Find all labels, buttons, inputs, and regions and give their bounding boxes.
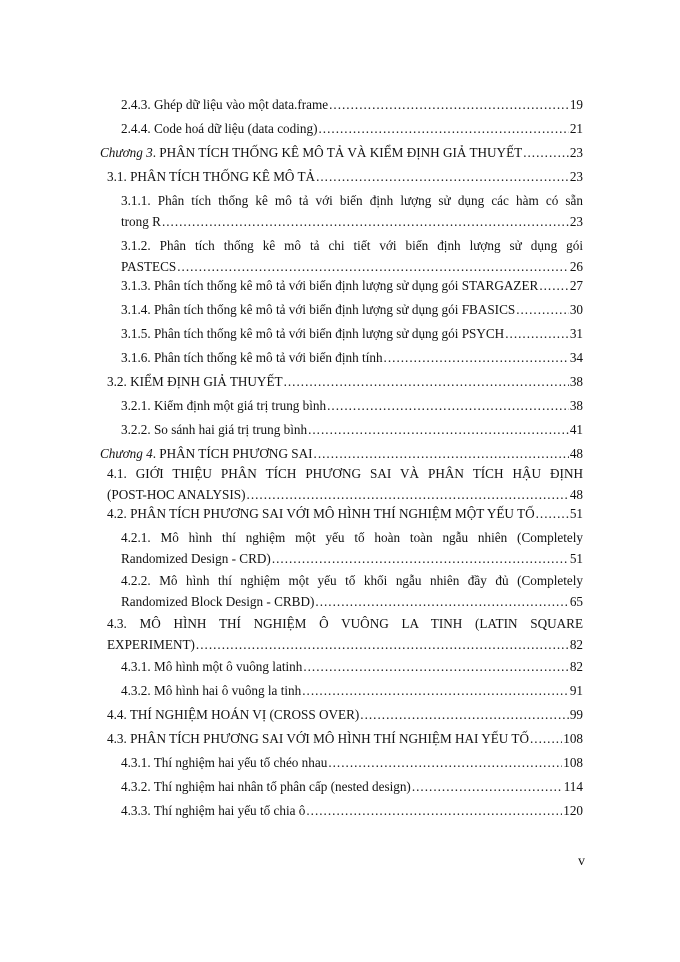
toc-entry-page: 108 — [563, 731, 583, 746]
toc-entry-title: 4.3.1. Thí nghiệm hai yếu tố chéo nhau — [121, 755, 328, 770]
toc-leader-dots — [505, 323, 569, 344]
toc-entry-title-line1: 3.1.1. Phân tích thống kê mô tả với biến định lượng sử dụng các hàm có sẵn — [121, 193, 583, 208]
toc-leader-dots — [319, 118, 569, 139]
toc-entry-title: 2.4.3. Ghép dữ liệu vào một data.frame — [121, 97, 329, 112]
toc-leader-dots — [302, 680, 569, 701]
toc-entry-page: 91 — [569, 683, 583, 698]
toc-leader-dots — [196, 634, 569, 655]
toc-entry[interactable] — [0, 166, 680, 187]
toc-entry-title: 3.2. KIỂM ĐỊNH GIẢ THUYẾT — [107, 374, 283, 389]
toc-entry-page: 30 — [569, 302, 583, 317]
toc-leader-dots — [272, 548, 569, 569]
toc-chapter-prefix: Chương 4 — [100, 446, 153, 461]
toc-leader-dots — [412, 776, 563, 797]
toc-entry[interactable] — [0, 419, 680, 440]
toc-entry-title: 4.2. PHÂN TÍCH PHƯƠNG SAI VỚI MÔ HÌNH THÍ NGHIỆM MỘT YẾU TỐ — [107, 506, 535, 521]
toc-entry-page: 38 — [569, 398, 583, 413]
toc-entry[interactable] — [0, 275, 680, 296]
toc-entry[interactable] — [0, 463, 680, 505]
toc-entry[interactable] — [0, 323, 680, 344]
toc-entry-page: 108 — [563, 755, 583, 770]
toc-entry-page: 41 — [569, 422, 583, 437]
toc-entry-title: Randomized Design - CRD) — [121, 551, 271, 566]
toc-entry-page: 34 — [569, 350, 583, 365]
toc-entry-page: 48 — [569, 446, 583, 461]
toc-entry-title: EXPERIMENT) — [107, 637, 195, 652]
toc-leader-dots — [530, 728, 562, 749]
toc-entry-title: PASTECS — [121, 259, 177, 274]
toc-entry[interactable] — [0, 656, 680, 677]
toc-entry[interactable] — [0, 728, 680, 749]
toc-entry-title-line1: 4.2.1. Mô hình thí nghiệm một yếu tố hoàn toàn ngẫu nhiên (Completely — [121, 530, 583, 545]
toc-entry-page: 27 — [569, 278, 583, 293]
toc-entry[interactable] — [0, 118, 680, 139]
toc-leader-dots — [162, 211, 569, 232]
toc-entry-title-line1: 4.2.2. Mô hình thí nghiệm một yếu tố khối ngẫu nhiên đầy đủ (Completely — [121, 573, 583, 588]
toc-entry-page: 19 — [569, 97, 583, 112]
toc-leader-dots — [314, 443, 569, 464]
toc-entry-page: 51 — [569, 551, 583, 566]
toc-entry[interactable] — [0, 800, 680, 821]
toc-leader-dots — [328, 752, 562, 773]
toc-entry-page: 51 — [569, 506, 583, 521]
toc-entry[interactable] — [0, 613, 680, 655]
toc-entry-title: 4.3.1. Mô hình một ô vuông latinh — [121, 659, 303, 674]
toc-entry[interactable] — [0, 503, 680, 524]
toc-leader-dots — [315, 591, 568, 612]
toc-entry[interactable] — [0, 371, 680, 392]
toc-leader-dots — [360, 704, 569, 725]
toc-leader-dots — [308, 419, 569, 440]
toc-entry-title-line1: 4.1. GIỚI THIỆU PHÂN TÍCH PHƯƠNG SAI VÀ PHÂN TÍCH HẬU ĐỊNH — [107, 466, 583, 481]
toc-entry-page: 82 — [569, 659, 583, 674]
toc-leader-dots — [177, 256, 569, 277]
toc-leader-dots — [536, 503, 569, 524]
toc-leader-dots — [284, 371, 569, 392]
toc-entry[interactable] — [0, 570, 680, 612]
toc-leader-dots — [384, 347, 569, 368]
toc-entry-page: 23 — [569, 169, 583, 184]
page-number: v — [578, 854, 585, 869]
toc-leader-dots — [303, 656, 568, 677]
toc-entry-page: 120 — [563, 803, 583, 818]
toc-entry[interactable] — [0, 752, 680, 773]
toc-entry-title: 2.4.4. Code hoá dữ liệu (data coding) — [121, 121, 318, 136]
toc-entry-title-line1: 4.3. MÔ HÌNH THÍ NGHIỆM Ô VUÔNG LA TINH (LATIN SQUARE — [107, 616, 583, 631]
toc-entry-title: 4.4. THÍ NGHIỆM HOÁN VỊ (CROSS OVER) — [107, 707, 360, 722]
toc-entry-page: 31 — [569, 326, 583, 341]
toc-leader-dots — [523, 142, 569, 163]
toc-entry-title: 4.3.2. Mô hình hai ô vuông la tinh — [121, 683, 302, 698]
toc-entry[interactable] — [0, 235, 680, 277]
toc-entry-title: 3.2.1. Kiểm định một giá trị trung bình — [121, 398, 327, 413]
toc-entry-title: 3.1.5. Phân tích thống kê mô tả với biến định lượng sử dụng gói PSYCH — [121, 326, 505, 341]
toc-leader-dots — [539, 275, 569, 296]
toc-entry[interactable] — [0, 395, 680, 416]
toc-leader-dots — [327, 395, 569, 416]
toc-entry-page: 82 — [569, 637, 583, 652]
toc-entry-page: 23 — [569, 214, 583, 229]
toc-entry-title: (POST-HOC ANALYSIS) — [107, 487, 246, 502]
toc-leader-dots — [306, 800, 562, 821]
toc-entry[interactable] — [0, 527, 680, 569]
toc-entry-title: 3.1.3. Phân tích thống kê mô tả với biến định lượng sử dụng gói STARGAZER — [121, 278, 539, 293]
toc-chapter-prefix: Chương 3 — [100, 145, 153, 160]
toc-entry-page: 114 — [563, 779, 583, 794]
toc-entry[interactable] — [0, 776, 680, 797]
toc-entry-page: 23 — [569, 145, 583, 160]
toc-entry-title: 4.3.2. Thí nghiệm hai nhân tố phân cấp (nested design) — [121, 779, 411, 794]
toc-entry-title-line1: 3.1.2. Phân tích thống kê mô tả chi tiết với biến định lượng sử dụng gói — [121, 238, 583, 253]
toc-entry-page: 65 — [569, 594, 583, 609]
toc-entry-title: Randomized Block Design - CRBD) — [121, 594, 315, 609]
toc-entry[interactable] — [0, 190, 680, 232]
toc-entry-title: 4.3.3. Thí nghiệm hai yếu tố chia ô — [121, 803, 306, 818]
toc-entry-title: 3.1.6. Phân tích thống kê mô tả với biến định tính — [121, 350, 383, 365]
toc-entry[interactable] — [0, 680, 680, 701]
toc-entry-title: 4.3. PHÂN TÍCH PHƯƠNG SAI VỚI MÔ HÌNH THÍ NGHIỆM HAI YẾU TỐ — [107, 731, 529, 746]
toc-leader-dots — [316, 166, 569, 187]
toc-entry-title: trong R — [121, 214, 161, 229]
toc-entry-page: 21 — [569, 121, 583, 136]
toc-entry[interactable] — [0, 704, 680, 725]
toc-entry-title: 3.1.4. Phân tích thống kê mô tả với biến định lượng sử dụng gói FBASICS — [121, 302, 516, 317]
toc-entry-title: 3.1. PHÂN TÍCH THỐNG KÊ MÔ TẢ — [107, 169, 316, 184]
toc-entry-title: . PHÂN TÍCH THỐNG KÊ MÔ TẢ VÀ KIỂM ĐỊNH GIẢ THUYẾT — [152, 145, 523, 160]
toc-entry-title: 3.2.2. So sánh hai giá trị trung bình — [121, 422, 308, 437]
toc-entry-page: 26 — [569, 259, 583, 274]
toc-leader-dots — [329, 94, 569, 115]
toc-entry-page: 48 — [569, 487, 583, 502]
toc-entry[interactable] — [0, 347, 680, 368]
toc-entry-page: 99 — [569, 707, 583, 722]
toc-entry-page: 38 — [569, 374, 583, 389]
toc-chapter-entry[interactable] — [0, 443, 680, 464]
toc-entry-title: . PHÂN TÍCH PHƯƠNG SAI — [152, 446, 313, 461]
toc-entry[interactable] — [0, 299, 680, 320]
toc-leader-dots — [516, 299, 569, 320]
toc-entry[interactable] — [0, 94, 680, 115]
toc-leader-dots — [247, 484, 569, 505]
toc-chapter-entry[interactable] — [0, 142, 680, 163]
